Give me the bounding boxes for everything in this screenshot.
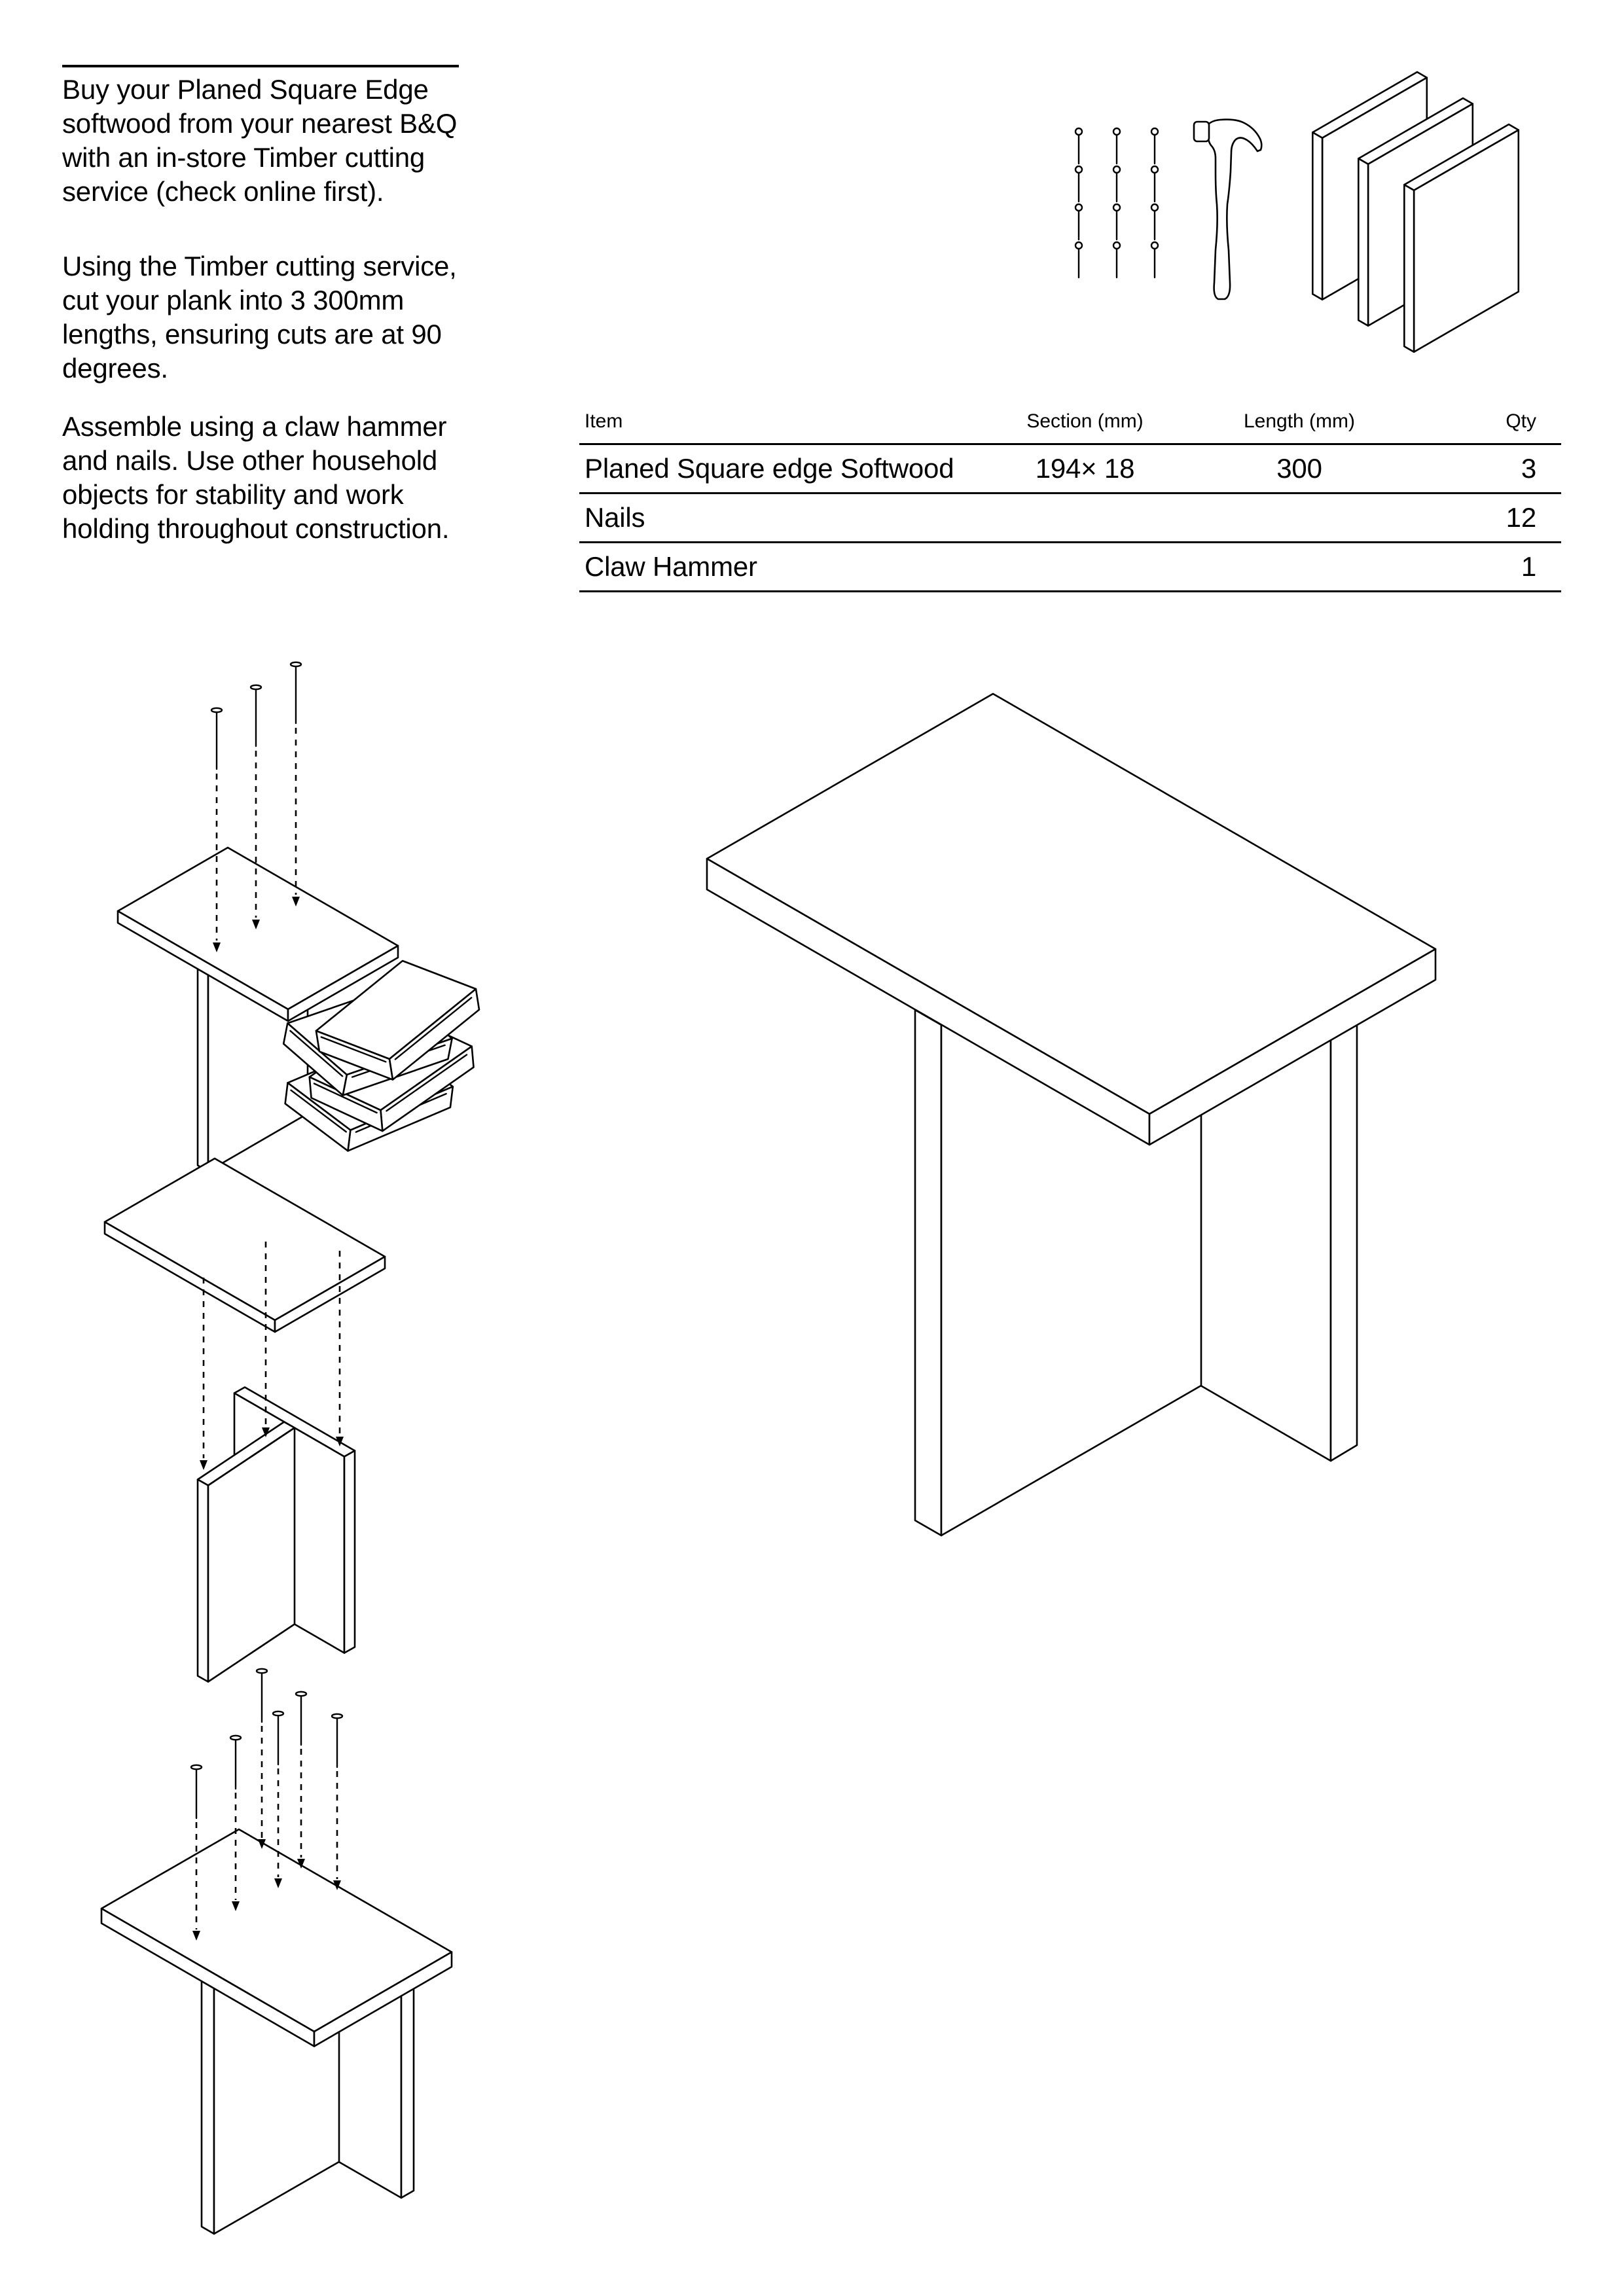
table-top-panel [105, 1158, 385, 1332]
three-softwood-boards-icon [1312, 72, 1519, 352]
col-header-item: Item [579, 390, 975, 444]
cell-section [975, 493, 1195, 543]
cell-qty: 3 [1404, 444, 1561, 493]
claw-hammer-icon [1194, 120, 1261, 299]
nails-grid-icon [1075, 128, 1158, 278]
nail-icon [1075, 128, 1158, 164]
table-top-panel [118, 848, 398, 1021]
nail-with-arrow [257, 1669, 267, 1849]
cell-length [1195, 493, 1404, 543]
col-header-qty: Qty [1404, 390, 1561, 444]
cell-item: Nails [579, 493, 975, 543]
cell-section [975, 543, 1195, 592]
table-row [579, 444, 1561, 493]
cell-item: Planed Square edge Softwood [579, 444, 975, 493]
nail-icon [1075, 204, 1158, 240]
cell-item: Claw Hammer [579, 543, 975, 592]
header-rule [62, 65, 459, 67]
col-header-section: Section (mm) [975, 390, 1195, 444]
nail-with-arrow [332, 1714, 342, 1890]
step3-nailing-figure [92, 1649, 497, 2251]
instructions-block [62, 73, 496, 546]
cell-length [1195, 543, 1404, 592]
table-row [579, 493, 1561, 543]
nail-with-arrow [296, 1692, 306, 1869]
nail-icon [1075, 242, 1158, 278]
step2-exploded-figure [92, 1139, 484, 1702]
cell-length: 300 [1195, 444, 1404, 493]
nail-with-arrow [291, 662, 301, 906]
cell-section: 194× 18 [975, 444, 1195, 493]
instruction-paragraph-3: Assemble using a claw hammer and nails. Use other household objects for stability and work holding throughout construction. [62, 411, 450, 544]
spine-leg-panel [198, 1422, 295, 1682]
cell-qty: 12 [1404, 493, 1561, 543]
nail-icon [1075, 166, 1158, 202]
table-row [579, 543, 1561, 592]
instruction-paragraph-2: Using the Timber cutting service, cut your plank into 3 300mm lengths, ensuring cuts are at 90 degrees. [62, 251, 457, 384]
materials-icons-figure [1041, 52, 1538, 432]
cell-qty: 1 [1404, 543, 1561, 592]
instruction-paragraph-1: Buy your Planed Square Edge softwood from your nearest B&Q with an in-store Timber cutting service (check online first). [62, 74, 458, 207]
assembly-arrow [200, 1278, 208, 1470]
finished-table-figure [694, 681, 1492, 1551]
col-header-length: Length (mm) [1195, 390, 1404, 444]
step1-assembly-figure [98, 641, 543, 1185]
